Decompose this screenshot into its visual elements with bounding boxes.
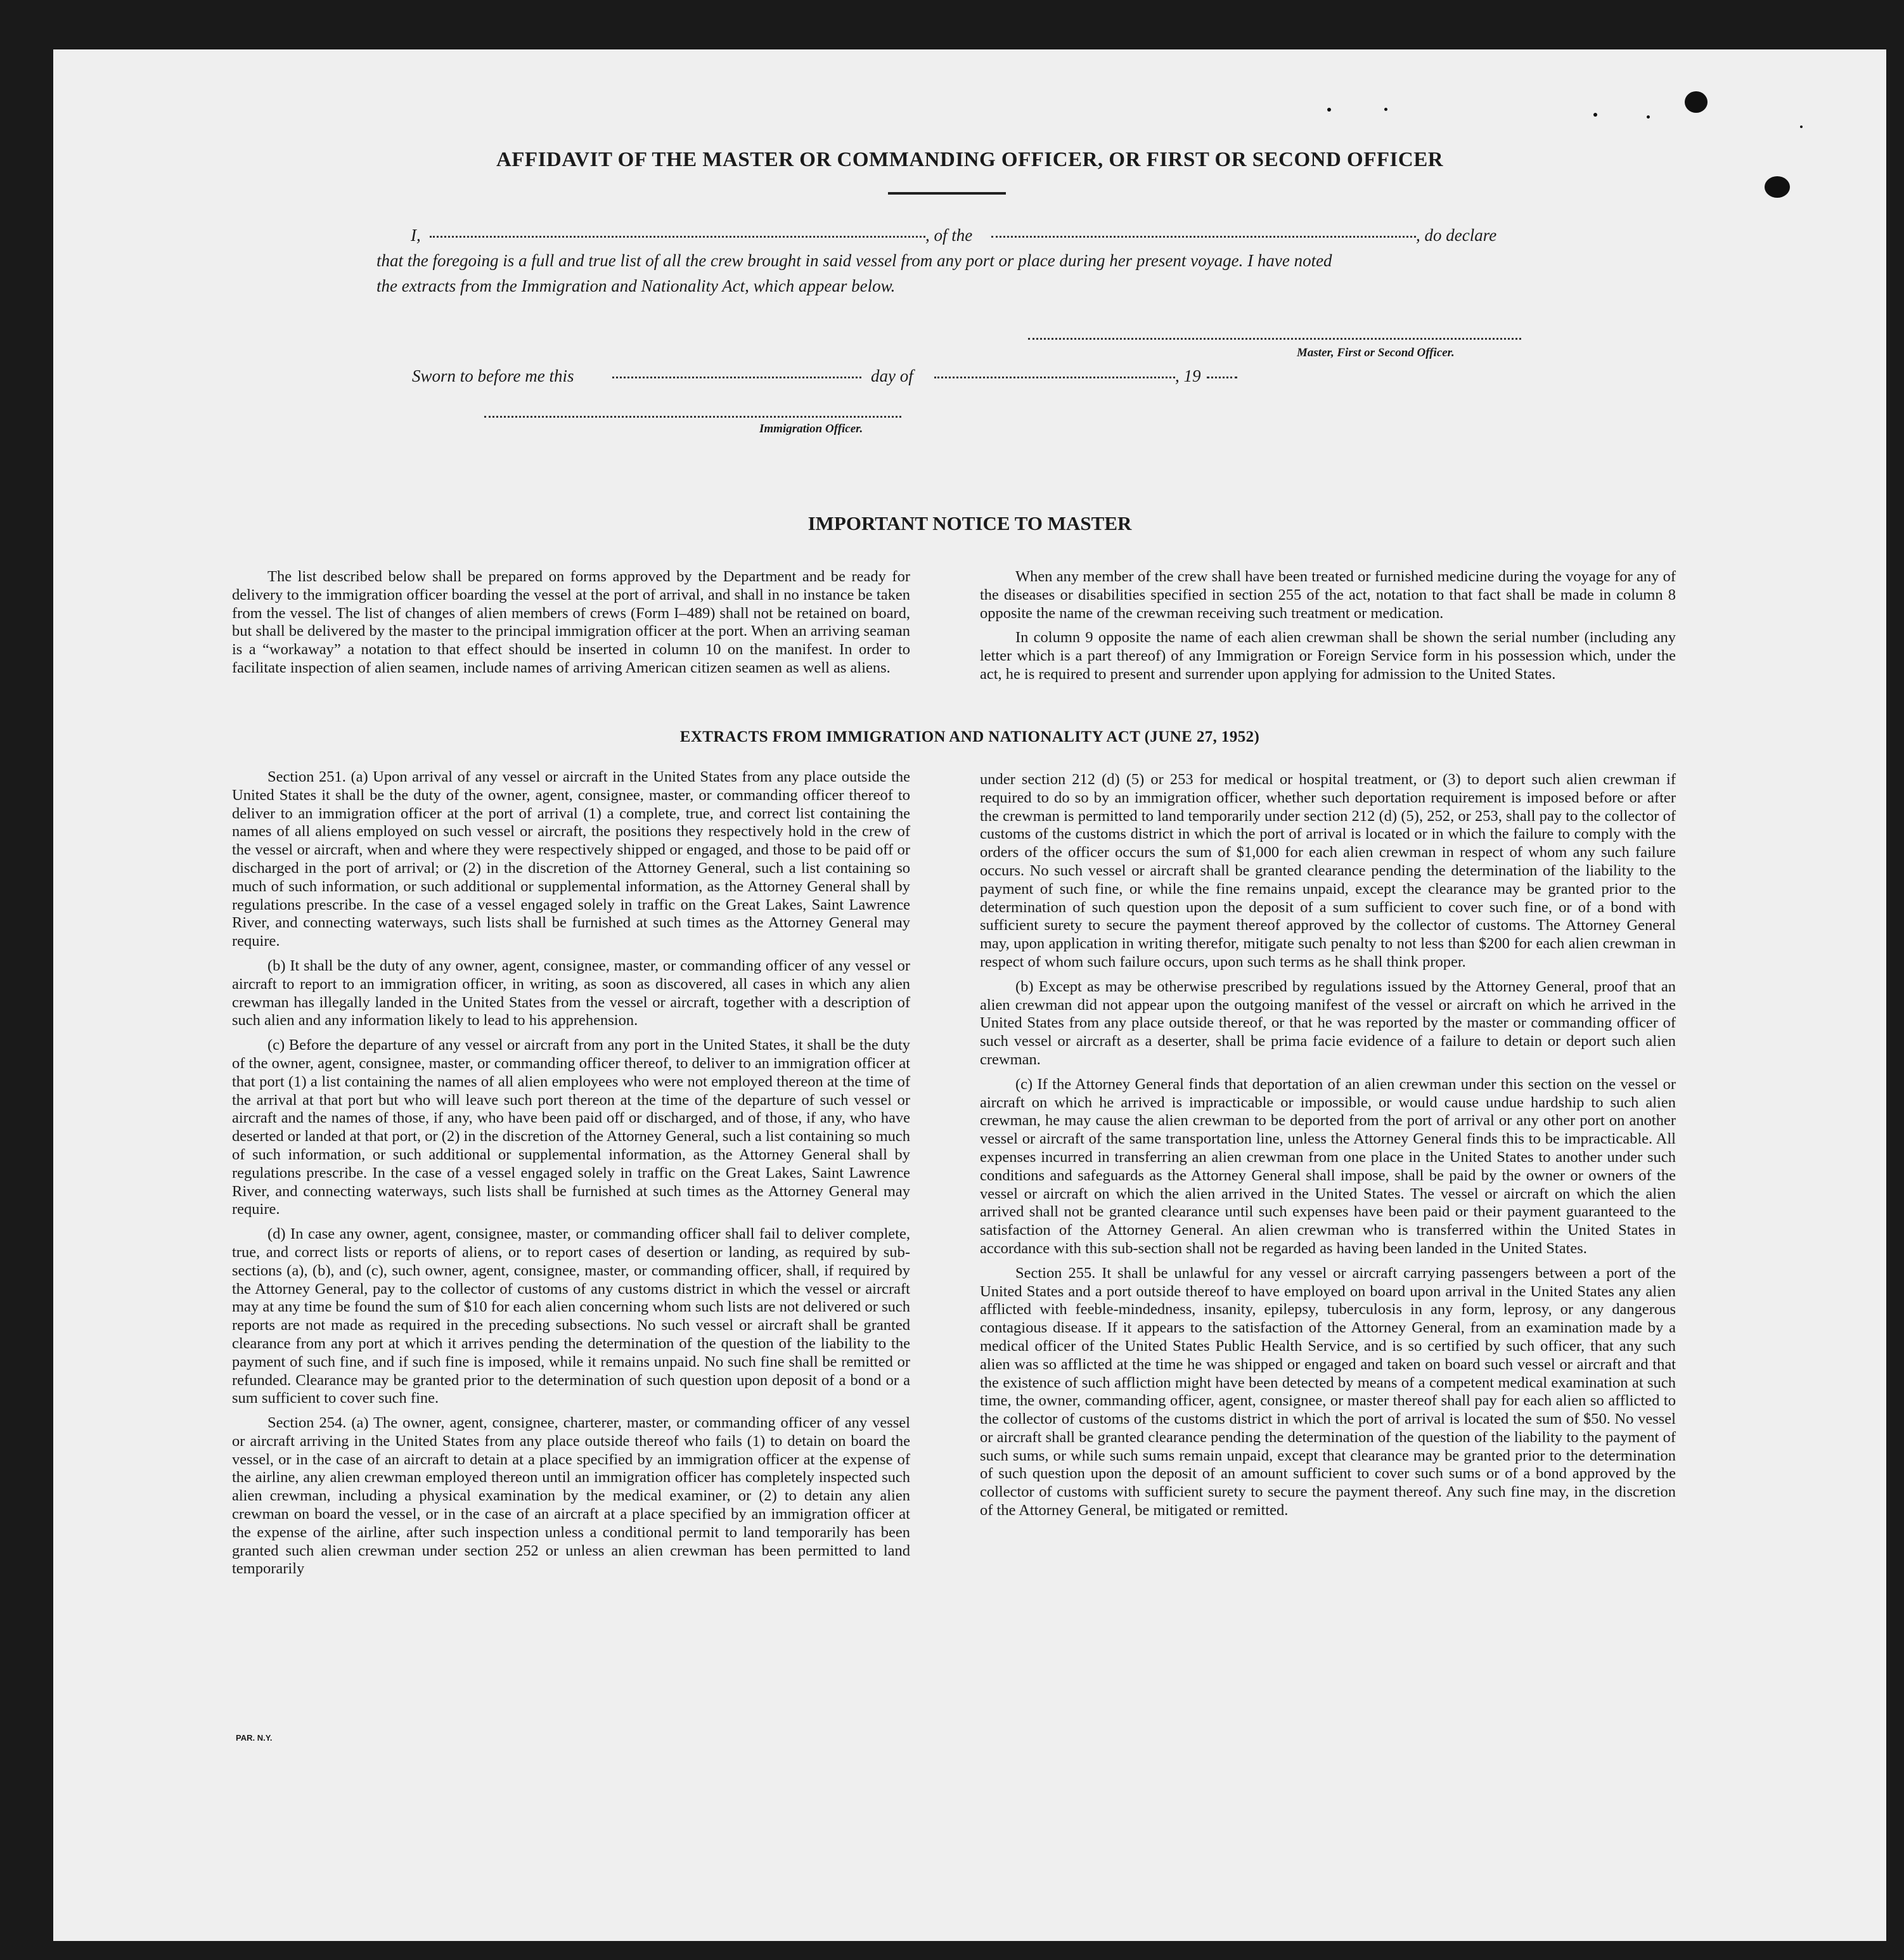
section-paragraph: (c) If the Attorney General finds that deportation of an alien crewman under this section on the vessel or aircraft on which he arrived is impracticable or impossible, or would cause undue hardship to such alien crewman, he may cause the alien crewman to be deported from the port of arrival or any other port on another vessel or aircraft of the same transportation line, unless the Attorney General finds this to be impracticable. All expenses incurred in transferring an alien crewman from one place in the United States to another under such conditions and safeguards as the Attorney General shall impose, shall be paid by the owner or owners of the vessel or aircraft on which the alien arrived in the United States. The vessel or aircraft on which the alien arrived shall not be granted clearance until such expenses have been paid or their payment guaranteed to the satisfaction of the Attorney General. An alien crewman who is transferred within the United States in accordance with this sub-section shall not be regarded as having been landed in the United States. <box>980 1075 1676 1257</box>
sworn-year-blank[interactable] <box>1207 377 1237 378</box>
extracts-right-column <box>980 771 1676 1526</box>
master-signature-line[interactable] <box>1028 338 1521 340</box>
section-paragraph: Section 255. It shall be unlawful for any vessel or aircraft carrying passengers between a port of the United States and a port outside thereof to have employed on board upon arrival in the United States any alien afflicted with feeble-mindedness, insanity, epilepsy, tuberculosis in any form, leprosy, or any dangerous contagious disease. If it appears to the satisfaction of the Attorney General, from an examination made by a medical officer of the United States Public Health Service, and is so certified by such officer, that any such alien was so afflicted at the time he was shipped or engaged and taken on board such vessel or aircraft and that the existence of such affliction might have been detected by means of a competent medical examination at such time, the owner, commanding officer, agent, consignee, or master thereof shall pay for each alien so afflicted to the collector of customs of the customs district in which the port of arrival is located the sum of $50. No vessel or aircraft shall be granted clearance pending the determination of the question of the liability to the payment of such sums, or while such sums remain unpaid, except that clearance may be granted prior to the determination of such question upon the deposit of an amount sufficient to cover such sums or of a bond approved by the collector of customs with sufficient surety to secure the payment thereof. Any such fine may, in the discretion of the Attorney General, be mitigated or remitted. <box>980 1264 1676 1519</box>
day-of-label: day of <box>871 366 913 385</box>
notice-left-column <box>232 568 910 684</box>
affidavit-of-the: , of the <box>925 226 973 245</box>
affidavit-statement-line2: the extracts from the Immigration and Nationality Act, which appear below. <box>376 276 896 295</box>
affidavit-i: I, <box>411 226 421 245</box>
section-paragraph: under section 212 (d) (5) or 253 for medical or hospital treatment, or (3) to deport such alien crewman if required to do so by an immigration officer, whether such deportation requirement is imposed before or after the crewman is permitted to land temporarily under section 212 (d) (5), 252, or 253, shall pay to the collector of customs of the customs district in which the port of arrival is located or in which the failure to comply with the orders of the officer occurs the sum of $1,000 for each alien crewman in respect of whom any such failure occurs. No such vessel or aircraft shall be granted clearance pending the determination of the liability to the payment of such fine, or while the fine remains unpaid, except the clearance may be granted prior to the determination of such question upon the deposit of a sum sufficient to cover such fine, or of a bond with sufficient surety to secure the payment thereof approved by the collector of customs. The Attorney General may, upon application in writing therefor, mitigate such penalty to not less than $200 for each alien crewman in respect of whom such failure occurs, upon such terms as he shall think proper. <box>980 771 1676 970</box>
sworn-label: Sworn to before me this <box>412 366 574 385</box>
section-paragraph: (d) In case any owner, agent, consignee, master, or commanding officer shall fail to deliver complete, true, and correct lists or reports of aliens, or to report cases of desertion or landing, as required by sub-sections (a), (b), and (c), such owner, agent, consignee, master, or commanding officer, shall, if required by the Attorney General, pay to the collector of customs of any customs district in which the vessel or aircraft may at any time be found the sum of $10 for each alien concerning whom such lists are not delivered or such reports are not made as required in the preceding subsections. No such vessel or aircraft shall be granted clearance from any port at which it arrives pending the determination of the question of the liability to the payment of such fine, and if such fine is imposed, while it remains unpaid. No such fine shall be remitted or refunded. Clearance may be granted prior to the determination of such question upon deposit of a bond or a sum sufficient to cover such fine. <box>232 1225 910 1407</box>
speck <box>1800 126 1803 128</box>
section-paragraph: (b) It shall be the duty of any owner, agent, consignee, master, or commanding officer of any vessel or aircraft to report to an immigration officer, in writing, as soon as discovered, all cases in which any alien crewman has illegally landed in the United States from the vessel or aircraft, together with a description of such alien and any information likely to lead to his apprehension. <box>232 957 910 1029</box>
form-page <box>53 49 1886 1941</box>
notice-title: IMPORTANT NOTICE TO MASTER <box>807 512 1132 534</box>
title-underline <box>888 192 1006 195</box>
ink-blot <box>1685 91 1708 113</box>
year-label: , 19 <box>1175 366 1201 385</box>
speck <box>1327 108 1331 112</box>
immigration-officer-signature-line[interactable] <box>484 416 901 418</box>
affidavit-title: AFFIDAVIT OF THE MASTER OR COMMANDING OFFICER, OR FIRST OR SECOND OFFICER <box>496 148 1444 171</box>
section-paragraph: (b) Except as may be otherwise prescribed by regulations issued by the Attorney General, proof that an alien crewman did not appear upon the outgoing manifest of the vessel or aircraft on which he arrived in the United States from any place outside thereof, or that he was reported by the master or commanding officer of such vessel or aircraft as a deserter, shall be prima facie evidence of a failure to detain or deport such alien crewman. <box>980 977 1676 1068</box>
ink-blot <box>1765 176 1790 198</box>
section-paragraph: (c) Before the departure of any vessel or aircraft from any port in the United States, it shall be the duty of the owner, agent, consignee, master, or commanding officer thereof, to deliver to an immigration officer at that port (1) a list containing the names of all alien employees who were not employed thereon at the time of the arrival at that port but who will leave such port thereon at the time of the departure of such vessel or aircraft and the names of those, if any, who have been paid off or discharged, and of those, if any, who have deserted or landed at that port, or (2) in the discretion of the Attorney General, such a list containing so much of such information, or such additional or supplemental information, as the Attorney General shall by regulations prescribe. In the case of a vessel engaged solely in traffic on the Great Lakes, Saint Lawrence River, and connecting waterways, such lists shall be furnished at such times as the Attorney General may require. <box>232 1036 910 1218</box>
sworn-day-blank[interactable] <box>612 377 861 378</box>
affidavit-statement-line1: that the foregoing is a full and true list of all the crew brought in said vessel from any port or place during her present voyage. I have noted <box>376 251 1332 270</box>
speck <box>1384 108 1387 111</box>
master-signature-caption: Master, First or Second Officer. <box>1297 346 1455 359</box>
vessel-blank[interactable] <box>991 236 1416 238</box>
section-paragraph: Section 254. (a) The owner, agent, consignee, charterer, master, or commanding officer of any vessel or aircraft arriving in the United States from any place outside thereof who fails (1) to detain on board the vessel, or in the case of an aircraft to detain at a place specified by an immigration officer at the expense of the airline, any alien crewman employed thereon until an immigration officer has completely inspected such alien crewman, including a physical examination by the medical examiner, or (2) to detain any alien crewman on board the vessel, or in the case of an aircraft at a place specified by an immigration officer at the expense of the airline, after such inspection unless a conditional permit to land temporarily has been granted such alien crewman under section 252 or unless an alien crewman has been permitted to land temporarily <box>232 1414 910 1578</box>
speck <box>1647 115 1650 119</box>
section-paragraph: Section 251. (a) Upon arrival of any vessel or aircraft in the United States from any place outside the United States it shall be the duty of the owner, agent, consignee, master, or commanding officer thereof to deliver to an immigration officer at the port of arrival (1) a complete, true, and correct list containing the names of all aliens employed on such vessel or aircraft, the positions they respectively hold in the crew of the vessel or aircraft, when and where they were respectively shipped or engaged, and those to be paid off or discharged in the port of arrival; or (2) in the discretion of the Attorney General, such a list containing so much of such information, or such additional or supplemental information, as the Attorney General shall by regulations prescribe. In the case of a vessel engaged solely in traffic on the Great Lakes, Saint Lawrence River, and connecting waterways, such lists shall be furnished at such times as the Attorney General may require. <box>232 768 910 950</box>
notice-paragraph: When any member of the crew shall have been treated or furnished medicine during the voyage for any of the diseases or disabilities specified in section 255 of the act, notation to that fact shall be made in column 8 opposite the name of the crewman receiving such treatment or medication. <box>980 568 1676 622</box>
notice-right-column <box>980 568 1676 690</box>
speck <box>1593 113 1597 117</box>
extracts-left-column <box>232 768 910 1585</box>
name-blank[interactable] <box>430 236 925 238</box>
sworn-month-blank[interactable] <box>934 377 1175 378</box>
printer-mark: PAR. N.Y. <box>236 1733 273 1743</box>
extracts-title: EXTRACTS FROM IMMIGRATION AND NATIONALITY ACT (JUNE 27, 1952) <box>679 728 1260 745</box>
notice-paragraph: In column 9 opposite the name of each alien crewman shall be shown the serial number (including any letter which is a part thereof) of any Immigration or Foreign Service form in his possession which, under the act, he is required to present and surrender upon applying for admission to the United States. <box>980 629 1676 683</box>
immigration-officer-caption: Immigration Officer. <box>759 422 863 435</box>
affidavit-do-declare: , do declare <box>1416 226 1497 245</box>
notice-paragraph: The list described below shall be prepared on forms approved by the Department and be ready for delivery to the immigration officer boarding the vessel at the port of arrival, and shall in no instance be taken from the vessel. The list of changes of alien members of crews (Form I–489) shall not be retained on board, but shall be delivered by the master to the principal immigration officer at the port. When an arriving seaman is a “workaway” a notation to that effect should be inserted in column 10 on the manifest. In order to facilitate inspection of alien seamen, include names of arriving American citizen seamen as well as aliens. <box>232 568 910 676</box>
